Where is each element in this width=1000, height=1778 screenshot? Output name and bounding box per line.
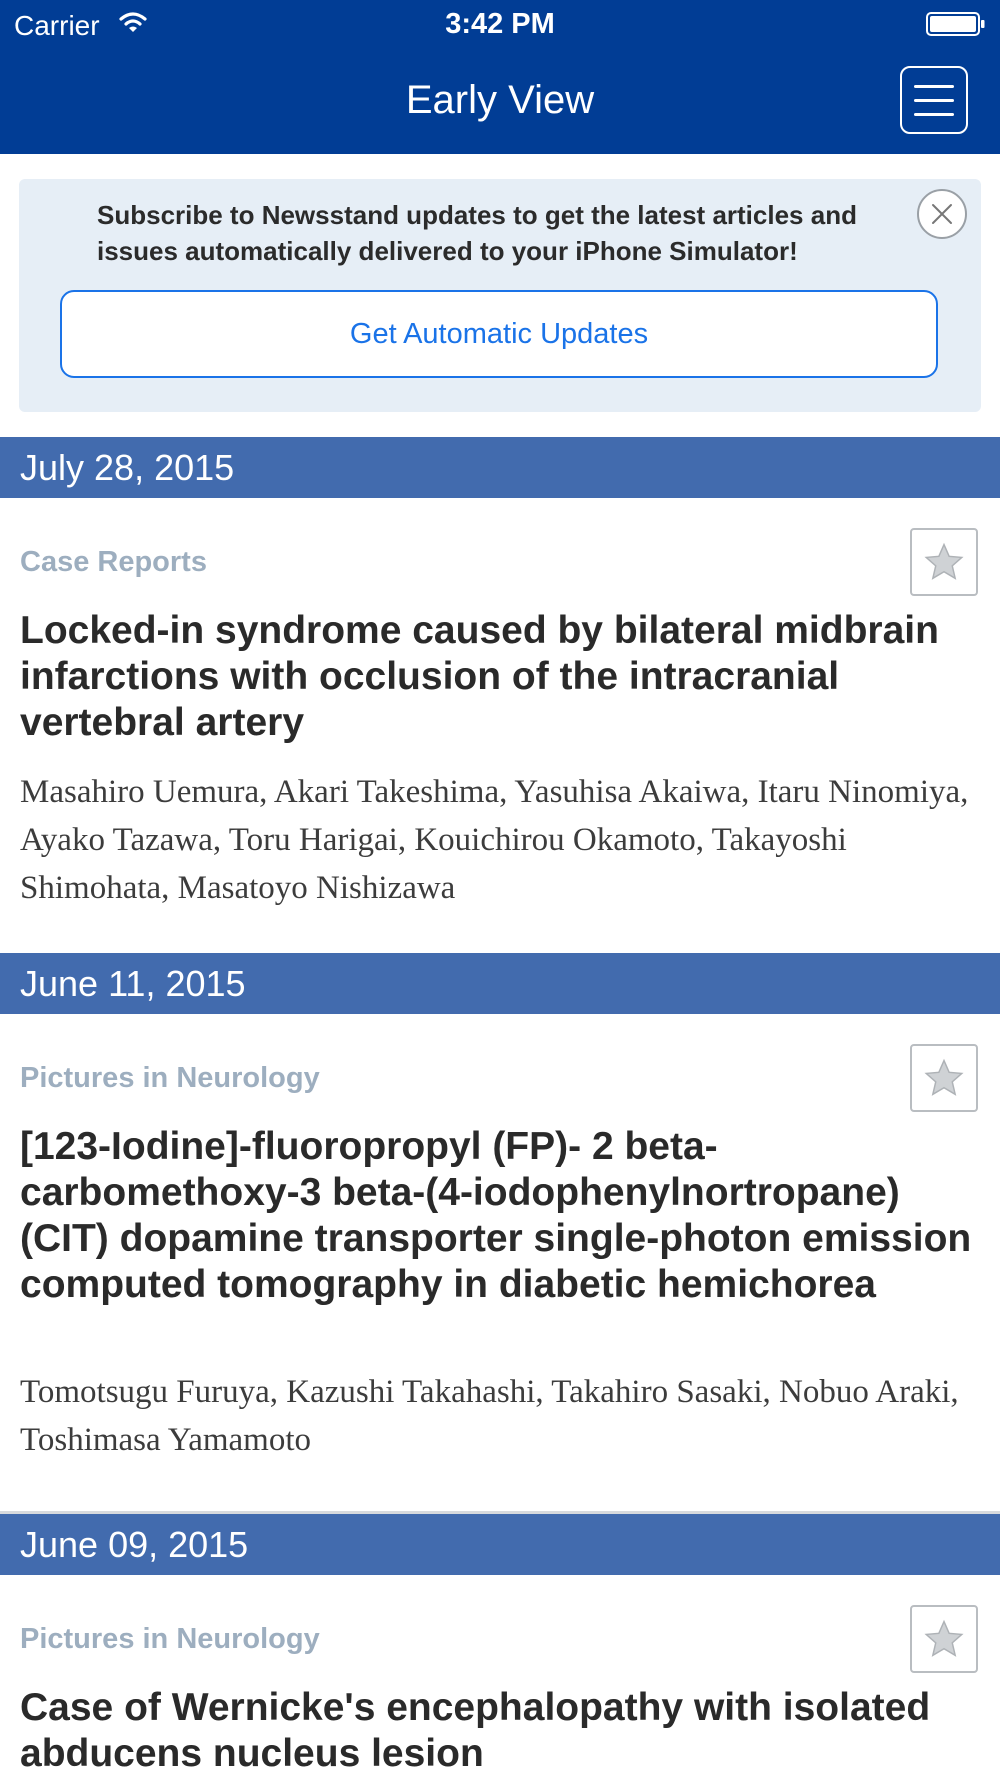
top-bar [0, 0, 1000, 154]
get-automatic-updates-button[interactable]: Get Automatic Updates [60, 290, 938, 378]
article-title: Case of Wernicke's encephalopathy with isolated abducens nucleus lesion [20, 1686, 931, 1775]
article-category: Pictures in Neurology [20, 1623, 320, 1655]
battery-icon [926, 12, 986, 36]
article-item[interactable] [0, 498, 1000, 956]
nav-title: Early View [405, 78, 595, 122]
favorite-button[interactable] [910, 1044, 978, 1112]
favorite-button[interactable] [910, 528, 978, 596]
banner-message: Subscribe to Newsstand updates to get the latest articles and issues automatically delivered to your iPhone Simulator! [97, 200, 857, 266]
star-icon [922, 540, 966, 584]
article-category: Case Reports [20, 546, 207, 578]
article-authors: Masahiro Uemura, Akari Takeshima, Yasuhisa Akaiwa, Itaru Ninomiya, Ayako Tazawa, Toru Harigai, Kouichirou Okamoto, Takayoshi Shimohata, Masatoyo Nishizawa [20, 774, 969, 906]
carrier-label: Carrier [14, 10, 100, 41]
article-title: Locked-in syndrome caused by bilateral midbrain infarctions with occlusion of the intracranial vertebral artery [20, 609, 939, 744]
date-header: June 11, 2015 [0, 953, 1000, 1014]
favorite-button[interactable] [910, 1605, 978, 1673]
star-icon [922, 1056, 966, 1100]
star-icon [922, 1617, 966, 1661]
banner-close-button[interactable] [917, 189, 967, 239]
article-authors: Tomotsugu Furuya, Kazushi Takahashi, Takahiro Sasaki, Nobuo Araki, Toshimasa Yamamoto [20, 1374, 959, 1458]
date-header: June 09, 2015 [0, 1514, 1000, 1575]
status-time: 3:42 PM [445, 8, 555, 40]
article-item[interactable] [0, 1575, 1000, 1778]
article-item[interactable] [0, 1014, 1000, 1514]
article-title: [123-Iodine]-fluoropropyl (FP)- 2 beta-carbomethoxy-3 beta-(4-iodophenylnortropane) (CIT) dopamine transporter single-photon emission computed tomography in diabetic hemichorea [20, 1125, 972, 1306]
newsstand-banner [19, 179, 981, 412]
article-category: Pictures in Neurology [20, 1062, 320, 1094]
date-header: July 28, 2015 [0, 437, 1000, 498]
close-icon [931, 203, 953, 225]
menu-button[interactable] [900, 66, 968, 134]
